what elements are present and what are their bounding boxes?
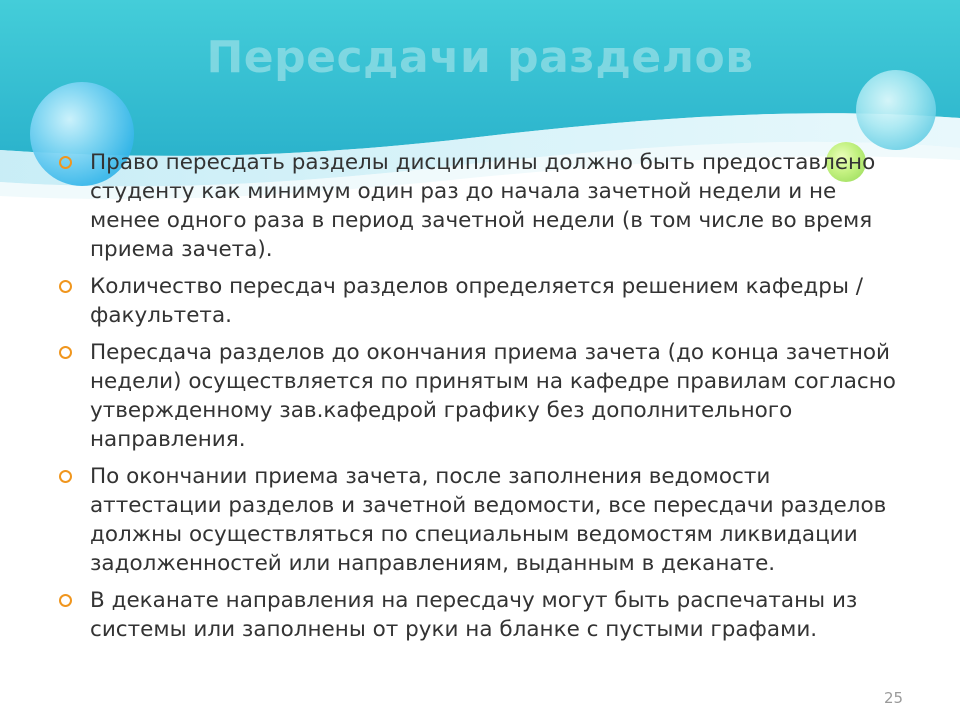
- circle-outline-icon: [59, 470, 72, 483]
- bullet-text: В деканате направления на пересдачу могут быть распечатаны из системы или заполнены от руки на бланке с пустыми графами.: [90, 588, 858, 642]
- circle-outline-icon: [59, 156, 72, 169]
- slide-title: Пересдачи разделов: [206, 32, 754, 83]
- bullet-item: [58, 586, 908, 644]
- slide-content: [58, 148, 908, 652]
- bullet-text: По окончании приема зачета, после заполнения ведомости аттестации разделов и зачетной ведомости, все пересдачи разделов должны осуществляться по специальным ведомостям ликвидации задолженностей или направлениям, выданным в деканате.: [90, 464, 887, 576]
- bullet-item: [58, 148, 908, 264]
- page-number: 25: [884, 689, 904, 707]
- bullet-list: [58, 148, 908, 644]
- bullet-text: Право пересдать разделы дисциплины должно быть предоставлено студенту как минимум один раз до начала зачетной недели и не менее одного раза в период зачетной недели (в том числе во время приема зачета).: [90, 150, 876, 262]
- bullet-text: Количество пересдач разделов определяется решением кафедры / факультета.: [90, 274, 863, 328]
- bullet-text: Пересдача разделов до окончания приема зачета (до конца зачетной недели) осуществляется по принятым на кафедре правилам согласно утвержденному зав.кафедрой графику без дополнительного направления.: [90, 340, 896, 452]
- circle-outline-icon: [59, 346, 72, 359]
- bullet-item: [58, 462, 908, 578]
- bullet-item: [58, 338, 908, 454]
- circle-outline-icon: [59, 594, 72, 607]
- circle-outline-icon: [59, 280, 72, 293]
- bullet-item: [58, 272, 908, 330]
